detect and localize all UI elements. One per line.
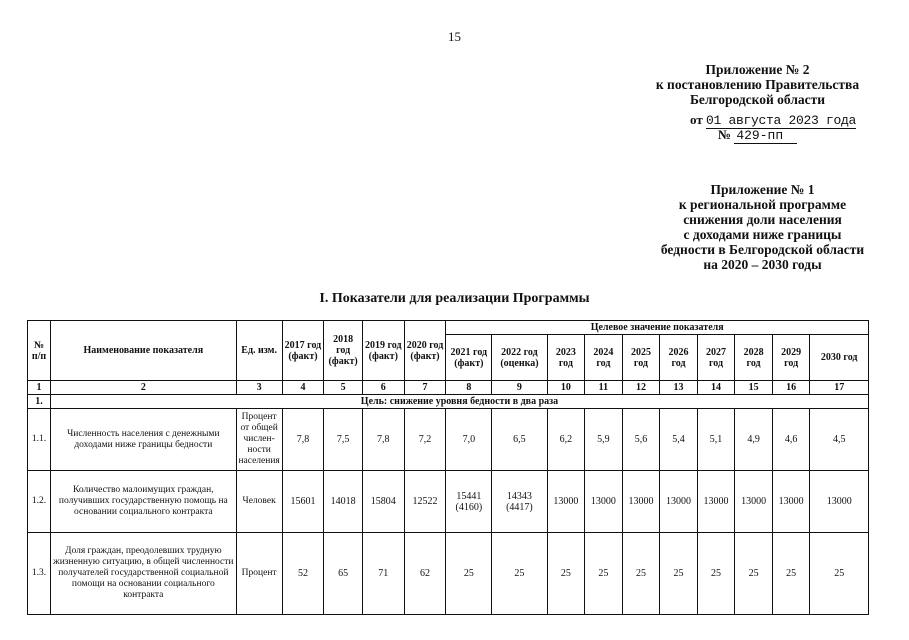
value-2027: 13000 [697,471,735,533]
table-row [28,533,869,615]
value-2029: 4,6 [772,409,810,471]
table-row [28,409,869,471]
value-2025: 5,6 [622,409,660,471]
section-title: I. Показатели для реализации Программы [319,291,590,306]
value-2021: 25 [446,533,492,615]
indicator-name: Численность населения с денежными доходами ниже границы бедности [50,409,236,471]
header-2017: 2017 год (факт) [282,321,324,381]
indicator-unit: Процент [236,533,282,615]
header-2028: 2028 год [735,335,773,381]
indicator-name: Количество малоимущих граждан, получивших государственную помощь на основании социального контракта [50,471,236,533]
indicator-unit: Человек [236,471,282,533]
column-number: 1 [28,381,51,395]
column-number: 6 [362,381,404,395]
value-2017: 15601 [282,471,324,533]
column-number: 14 [697,381,735,395]
column-number: 7 [404,381,446,395]
value-2024: 5,9 [585,409,623,471]
column-number: 2 [50,381,236,395]
header-2019: 2019 год (факт) [362,321,404,381]
value-2026: 25 [660,533,698,615]
appendix-1-line5: бедности в Белгородской области [660,242,865,257]
value-2024: 25 [585,533,623,615]
value-2025: 25 [622,533,660,615]
value-2030: 25 [810,533,869,615]
column-number: 13 [660,381,698,395]
value-2026: 13000 [660,471,698,533]
appendix-2-header [645,62,870,107]
value-2021: 15441 (4160) [446,471,492,533]
column-number: 17 [810,381,869,395]
row-num: 1.3. [28,533,51,615]
value-2022: 14343 (4417) [492,471,547,533]
value-2028: 13000 [735,471,773,533]
value-2027: 25 [697,533,735,615]
decree-date [690,112,856,128]
value-2028: 25 [735,533,773,615]
header-2029: 2029 год [772,335,810,381]
value-2018: 7,5 [324,409,363,471]
value-2022: 25 [492,533,547,615]
column-number: 10 [547,381,585,395]
header-2024: 2024 год [585,335,623,381]
header-2021: 2021 год (факт) [446,335,492,381]
header-2030: 2030 год [810,335,869,381]
value-2019: 71 [362,533,404,615]
value-2020: 12522 [404,471,446,533]
column-number: 16 [772,381,810,395]
appendix-1-header [650,182,875,272]
column-number: 5 [324,381,363,395]
value-2020: 62 [404,533,446,615]
table-row [28,471,869,533]
number-value: 429-пп [734,128,797,144]
header-2026: 2026 год [660,335,698,381]
appendix-1-line4: с доходами ниже границы [683,227,842,242]
header-2023: 2023 год [547,335,585,381]
header-2025: 2025 год [622,335,660,381]
goal-num: 1. [28,395,51,409]
column-number: 8 [446,381,492,395]
value-2025: 13000 [622,471,660,533]
column-number: 11 [585,381,623,395]
header-name: Наименование показателя [50,321,236,381]
appendix-2-line3: Белгородской области [689,92,826,107]
value-2029: 25 [772,533,810,615]
value-2017: 52 [282,533,324,615]
value-2024: 13000 [585,471,623,533]
value-2021: 7,0 [446,409,492,471]
column-number: 3 [236,381,282,395]
date-value: 01 августа 2023 года [705,113,856,128]
date-prefix: от [690,112,703,127]
value-2017: 7,8 [282,409,324,471]
appendix-1-line6: на 2020 – 2030 годы [703,257,822,272]
header-2020: 2020 год (факт) [404,321,446,381]
value-2030: 13000 [810,471,869,533]
column-number: 4 [282,381,324,395]
value-2018: 65 [324,533,363,615]
value-2023: 6,2 [547,409,585,471]
value-2023: 13000 [547,471,585,533]
row-num: 1.1. [28,409,51,471]
header-unit: Ед. изм. [236,321,282,381]
value-2019: 7,8 [362,409,404,471]
number-prefix: № [718,127,732,142]
column-number: 9 [492,381,547,395]
row-num: 1.2. [28,471,51,533]
header-num: № п/п [28,321,51,381]
header-2018: 2018 год (факт) [324,321,363,381]
appendix-1-title: Приложение № 1 [710,182,815,197]
decree-number [718,127,797,143]
indicator-name: Доля граждан, преодолевших трудную жизненную ситуацию, в общей численности получателей государственной социальной помощи на основании социального контракта [50,533,236,615]
value-2027: 5,1 [697,409,735,471]
indicator-unit: Процент от общей числен-ности населения [236,409,282,471]
column-number: 12 [622,381,660,395]
header-2022: 2022 год (оценка) [492,335,547,381]
value-2028: 4,9 [735,409,773,471]
value-2018: 14018 [324,471,363,533]
indicators-table [27,320,869,615]
header-2027: 2027 год [697,335,735,381]
column-numbers-row [28,381,869,395]
value-2029: 13000 [772,471,810,533]
value-2022: 6,5 [492,409,547,471]
column-number: 15 [735,381,773,395]
appendix-1-line2: к региональной программе [678,197,847,212]
appendix-2-title: Приложение № 2 [705,62,810,77]
page-number: 15 [448,29,461,44]
value-2026: 5,4 [660,409,698,471]
value-2023: 25 [547,533,585,615]
goal-text: Цель: снижение уровня бедности в два раза [50,395,868,409]
goal-row [28,395,869,409]
appendix-2-line2: к постановлению Правительства [655,77,860,92]
appendix-1-line3: снижения доли населения [683,212,842,227]
value-2020: 7,2 [404,409,446,471]
header-target: Целевое значение показателя [446,321,869,335]
value-2030: 4,5 [810,409,869,471]
value-2019: 15804 [362,471,404,533]
